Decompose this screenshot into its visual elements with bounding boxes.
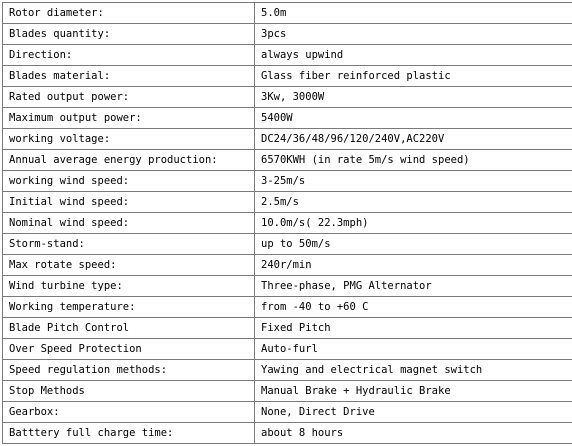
- spec-label: Gearbox:: [3, 402, 255, 423]
- spec-value: Three-phase, PMG Alternator: [255, 276, 572, 297]
- table-row: [3, 318, 572, 339]
- spec-value: 240r/min: [255, 255, 572, 276]
- spec-value: 5.0m: [255, 3, 572, 24]
- spec-value: about 8 hours: [255, 423, 572, 444]
- spec-label: Direction:: [3, 45, 255, 66]
- table-row: [3, 45, 572, 66]
- spec-value: 3pcs: [255, 24, 572, 45]
- table-row: [3, 129, 572, 150]
- spec-value: 3Kw, 3000W: [255, 87, 572, 108]
- table-row: [3, 87, 572, 108]
- spec-value: 6570KWH (in rate 5m/s wind speed): [255, 150, 572, 171]
- table-row: [3, 66, 572, 87]
- spec-value: 10.0m/s( 22.3mph): [255, 213, 572, 234]
- table-row: [3, 297, 572, 318]
- spec-value: from -40 to +60 C: [255, 297, 572, 318]
- spec-value: Fixed Pitch: [255, 318, 572, 339]
- spec-label: Annual average energy production:: [3, 150, 255, 171]
- spec-value: Auto-furl: [255, 339, 572, 360]
- table-row: [3, 150, 572, 171]
- spec-label: Over Speed Protection: [3, 339, 255, 360]
- spec-label: Rated output power:: [3, 87, 255, 108]
- table-row: [3, 423, 572, 444]
- table-row: [3, 24, 572, 45]
- spec-label: Nominal wind speed:: [3, 213, 255, 234]
- table-row: [3, 381, 572, 402]
- spec-value: Manual Brake + Hydraulic Brake: [255, 381, 572, 402]
- spec-value: always upwind: [255, 45, 572, 66]
- spec-label: Blade Pitch Control: [3, 318, 255, 339]
- spec-value: None, Direct Drive: [255, 402, 572, 423]
- table-row: [3, 402, 572, 423]
- spec-value: 2.5m/s: [255, 192, 572, 213]
- spec-value: Yawing and electrical magnet switch: [255, 360, 572, 381]
- spec-value: 5400W: [255, 108, 572, 129]
- table-row: [3, 234, 572, 255]
- table-row: [3, 213, 572, 234]
- spec-label: Speed regulation methods:: [3, 360, 255, 381]
- spec-label: Blades material:: [3, 66, 255, 87]
- spec-value: 3-25m/s: [255, 171, 572, 192]
- table-row: [3, 339, 572, 360]
- spec-value: up to 50m/s: [255, 234, 572, 255]
- spec-label: Stop Methods: [3, 381, 255, 402]
- spec-label: Wind turbine type:: [3, 276, 255, 297]
- table-row: [3, 360, 572, 381]
- table-row: [3, 276, 572, 297]
- spec-label: Max rotate speed:: [3, 255, 255, 276]
- spec-value: Glass fiber reinforced plastic: [255, 66, 572, 87]
- spec-label: working voltage:: [3, 129, 255, 150]
- spec-label: Working temperature:: [3, 297, 255, 318]
- spec-label: Initial wind speed:: [3, 192, 255, 213]
- table-row: [3, 108, 572, 129]
- table-row: [3, 171, 572, 192]
- spec-label: Storm-stand:: [3, 234, 255, 255]
- table-row: [3, 3, 572, 24]
- spec-label: Batttery full charge time:: [3, 423, 255, 444]
- spec-label: Rotor diameter:: [3, 3, 255, 24]
- spec-sheet: [2, 2, 570, 444]
- spec-label: working wind speed:: [3, 171, 255, 192]
- table-row: [3, 192, 572, 213]
- spec-label: Maximum output power:: [3, 108, 255, 129]
- spec-label: Blades quantity:: [3, 24, 255, 45]
- spec-table: [2, 2, 572, 444]
- spec-value: DC24/36/48/96/120/240V,AC220V: [255, 129, 572, 150]
- table-row: [3, 255, 572, 276]
